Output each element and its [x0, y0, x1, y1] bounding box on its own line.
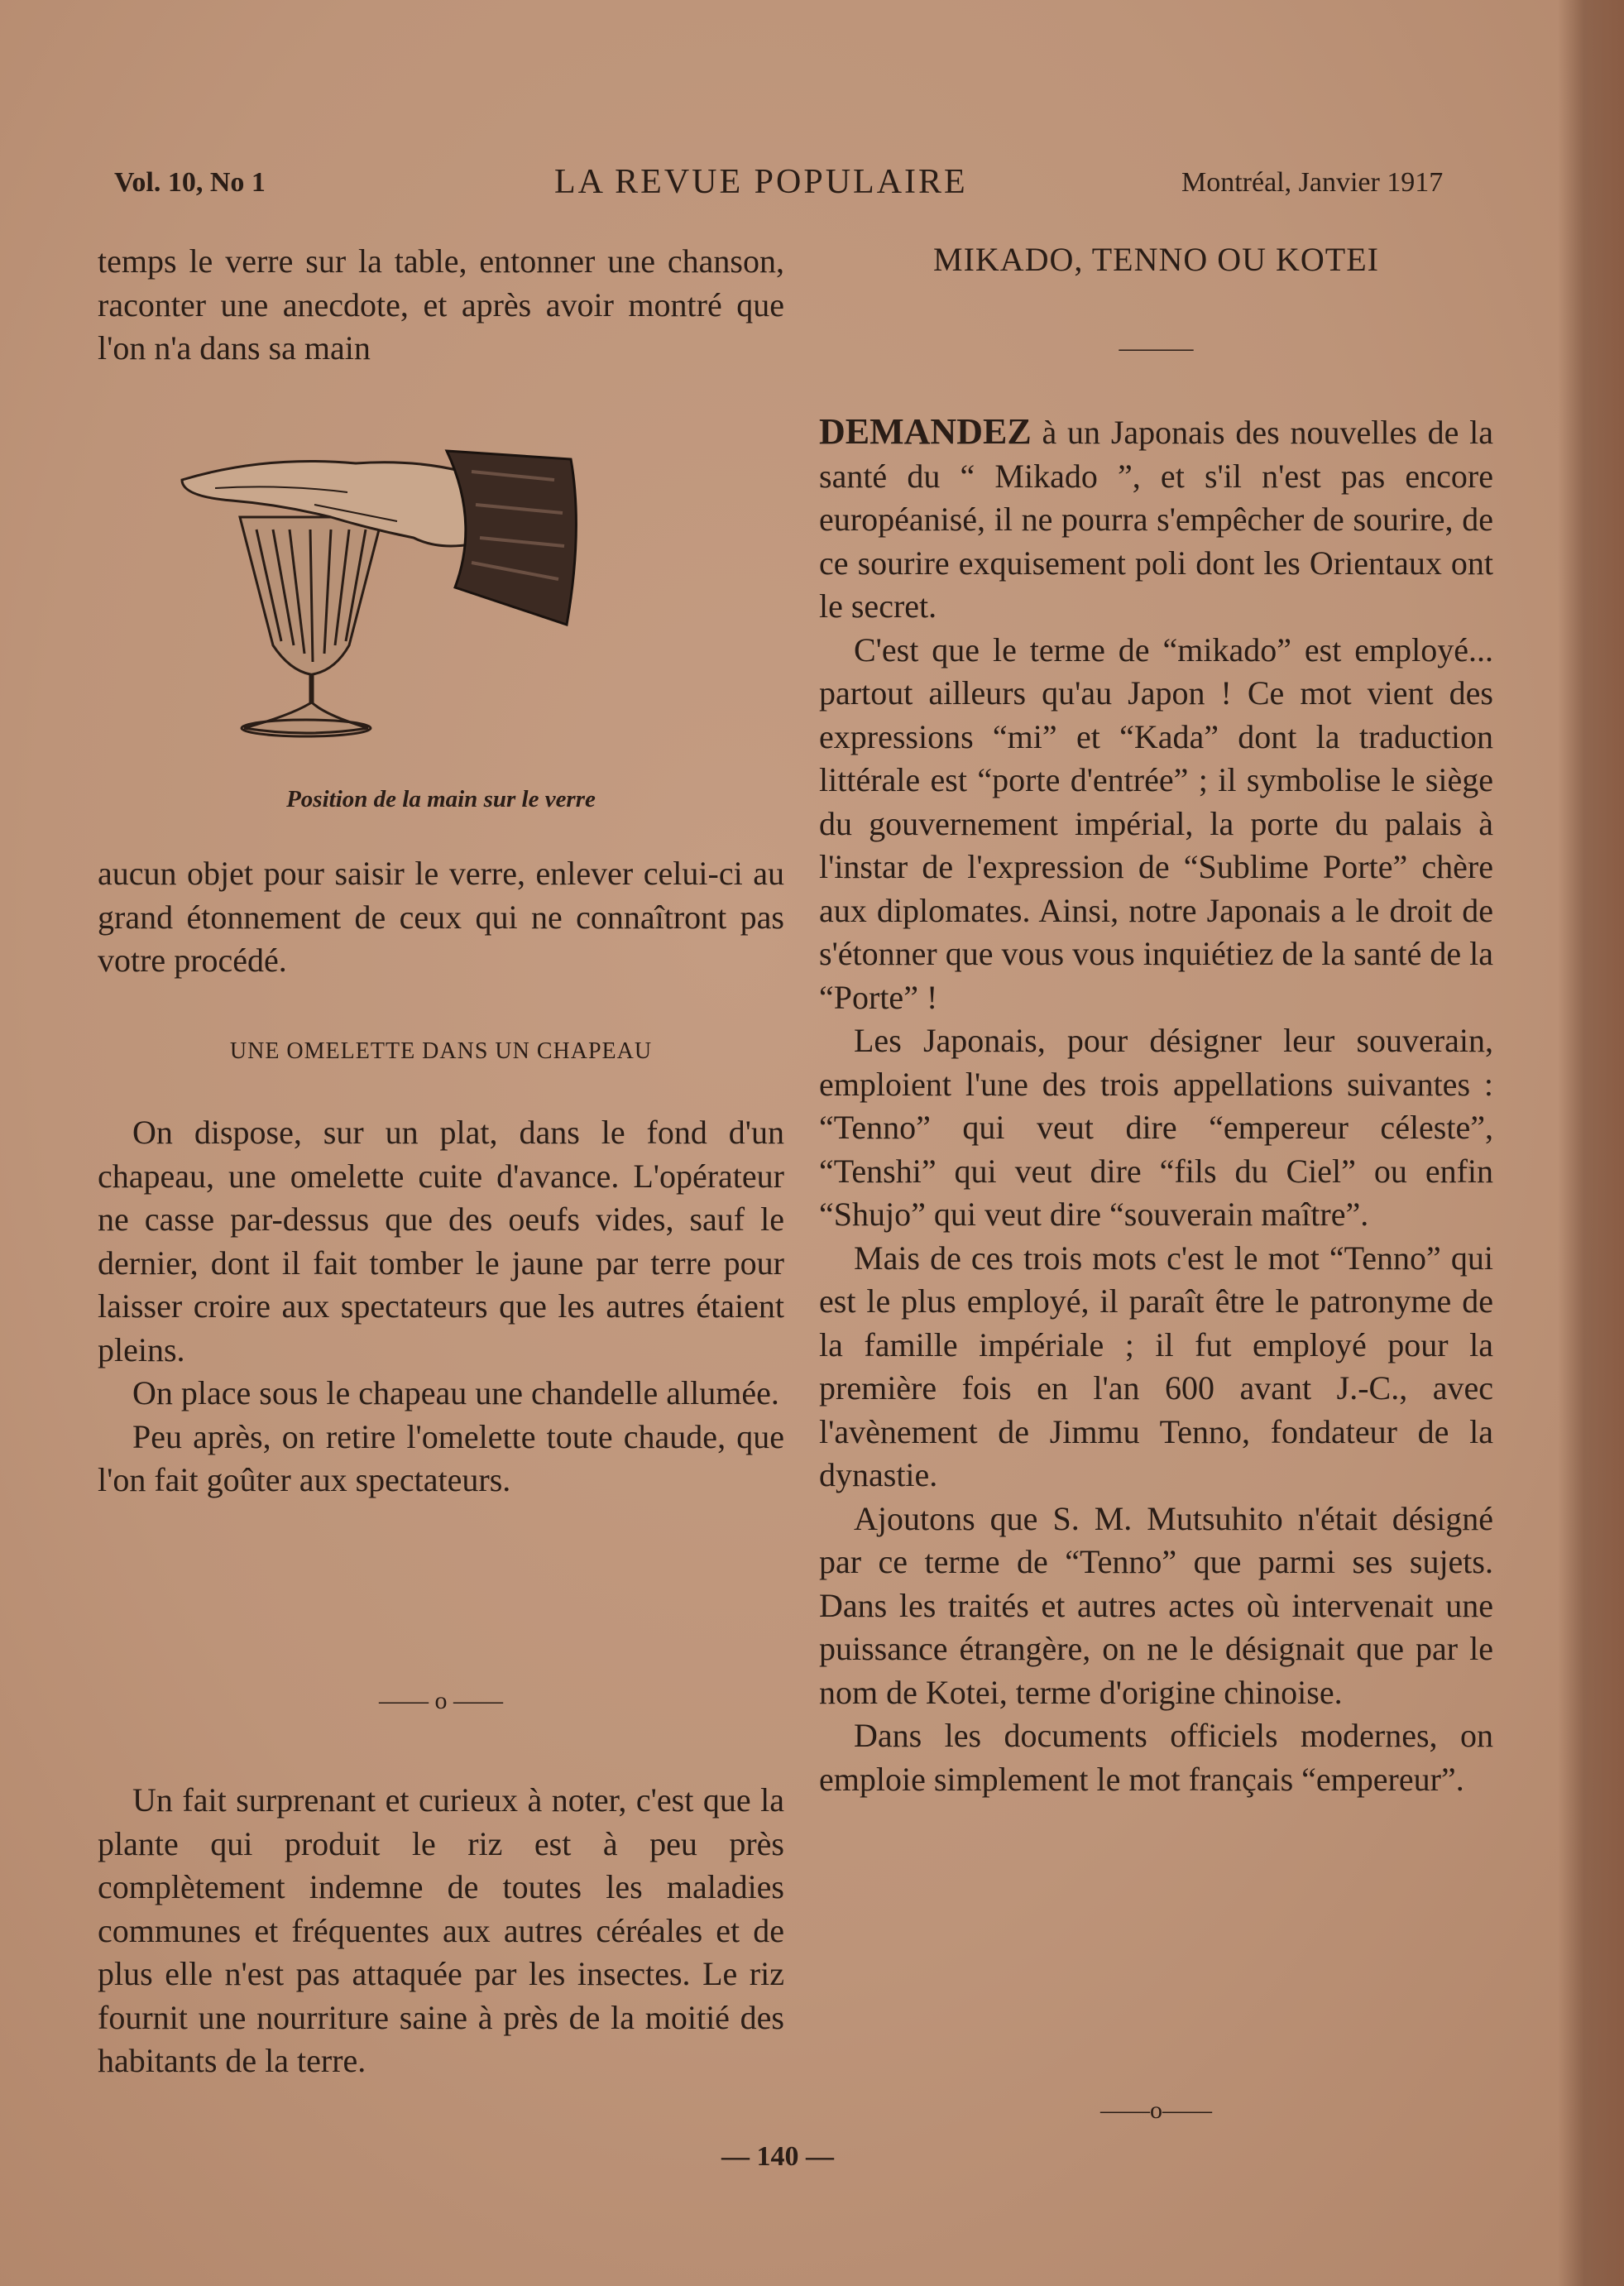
paragraph: Un fait surprenant et curieux à noter, c'est que la plante qui produit le riz est à peu près complètement indemne de toutes les maladies communes et fréquentes aux autres céréales et de plus elle n'est pas attaquée par les insectes. Le riz fournit une nourriture saine à près de la moitié des habitants de la terre.	[98, 1781, 784, 2079]
page-edge-shadow	[1558, 0, 1624, 2286]
left-column-top	[98, 240, 784, 371]
paragraph: Les Japonais, pour désigner leur souverain, emploient l'une des trois appellations suivantes : “Tenno” qui veut dire “empereur céleste”, “Tenshi” qui veut dire “fils du Ciel” ou enfin “Shujo” qui veut dire “souverain maître”.	[819, 1022, 1493, 1233]
drop-cap-word: DEMANDEZ	[819, 411, 1032, 452]
left-column-bottom	[98, 1779, 784, 2083]
publication-title: LA REVUE POPULAIRE	[554, 163, 968, 201]
paragraph: aucun objet pour saisir le verre, enlever celui-ci au grand étonnement de ceux qui ne connaîtront pas votre procédé.	[98, 855, 784, 979]
article-title: MIKADO, TENNO OU KOTEI	[933, 241, 1379, 278]
right-divider-block	[819, 2089, 1493, 2133]
issue-date: Montréal, Janvier 1917	[1181, 167, 1444, 198]
figure-caption: Position de la main sur le verre	[286, 786, 596, 812]
section-title: UNE OMELETTE DANS UN CHAPEAU	[229, 1038, 653, 1064]
running-header	[114, 162, 1504, 212]
section-heading-block	[98, 1030, 784, 1074]
paragraph: Dans les documents officiels modernes, on emploie simplement le mot français “empereur”.	[819, 1717, 1493, 1798]
paragraph: Ajoutons que S. M. Mutsuhito n'était désigné par ce terme de “Tenno” que parmi ses sujets. Dans les traités et autres actes où intervenait une puissance étrangère, on ne le désignait que par le nom de Kotei, terme d'origine chinoise.	[819, 1499, 1493, 1711]
figure-caption-block	[98, 778, 784, 822]
paragraph: Peu après, on retire l'omelette toute chaude, que l'on fait goûter aux spectateurs.	[98, 1417, 784, 1498]
section-divider: —— o ——	[379, 1687, 503, 1714]
volume-number: Vol. 10, No 1	[114, 167, 266, 198]
paragraph-text: à un Japonais des nouvelles de la santé du “ Mikado ”, et s'il n'est pas encore européanisé, il ne pourra s'empêcher de sourire, de ce sourire exquisement poli dont les Orientaux ont le secret.	[819, 414, 1493, 625]
left-divider-block	[98, 1680, 784, 1723]
page-number: — 140 —	[721, 2141, 834, 2172]
left-column-middle	[98, 852, 784, 983]
title-rule-block	[819, 327, 1493, 371]
paragraph: On place sous le chapeau une chandelle allumée.	[132, 1374, 779, 1411]
paragraph: temps le verre sur la table, entonner une chanson, raconter une anecdote, et après avoir montré que l'on n'a dans sa main	[98, 242, 784, 367]
section-divider: ——o——	[1100, 2097, 1212, 2124]
paragraph: On dispose, sur un plat, dans le fond d'un chapeau, une omelette cuite d'avance. L'opérateur ne casse par-dessus que des oeufs vides, sauf le dernier, dont il fait tomber le jaune par terre pour laisser croire aux spectateurs que les autres étaient pleins.	[98, 1114, 784, 1368]
paragraph: Mais de ces trois mots c'est le mot “Tenno” qui est le plus employé, il paraît être le patronyme de la famille impériale ; il fut employé pour la première fois en l'an 600 avant J.-C., avec l'avènement de Jimmu Tenno, fondateur de la dynastie.	[819, 1239, 1493, 1493]
left-column-omelette	[98, 1111, 784, 1502]
paragraph	[819, 410, 1493, 629]
right-column-body	[819, 410, 1493, 1801]
title-rule: ———	[1119, 334, 1194, 362]
paragraph: C'est que le terme de “mikado” est employé... partout ailleurs qu'au Japon ! Ce mot vient des expressions “mi” et “Kada” dont la traduction littérale est “porte d'entrée” ; il symbolise le siège du gouvernement impérial, la porte du palais à l'instar de l'expression de “Sublime Porte” chère aux diplomates. Ainsi, notre Japonais a le droit de s'étonner que vous vous inquiétiez de la santé de la “Porte” !	[819, 630, 1493, 1016]
hand-over-glass-illustration	[165, 439, 728, 761]
article-title-block	[819, 238, 1493, 282]
